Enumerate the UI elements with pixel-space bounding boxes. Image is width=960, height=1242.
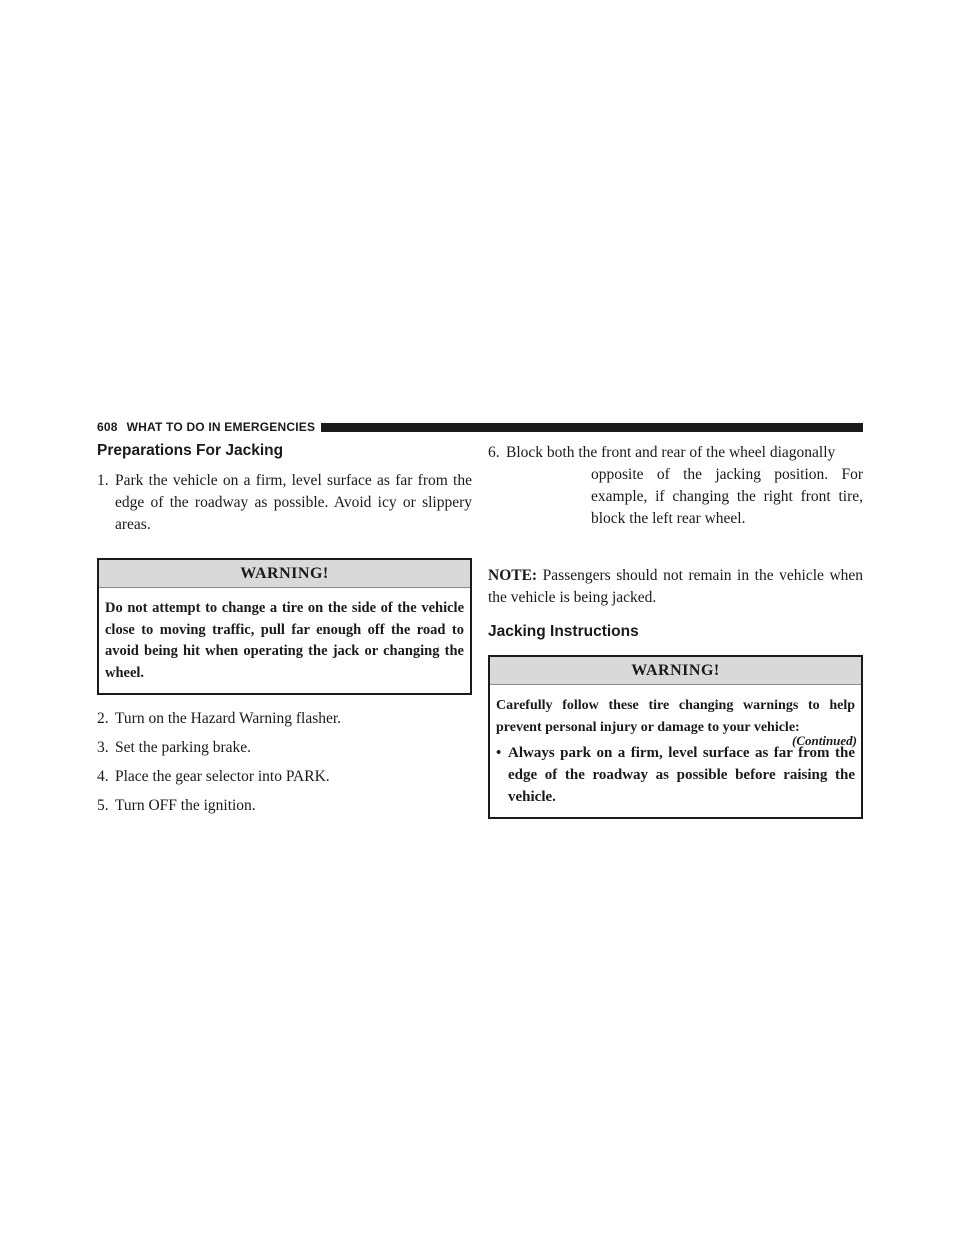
bullet-text: Always park on a firm, level surface as far from the edge of the roadway as possible before raising the vehicle. [508,745,855,805]
note-label: NOTE: [488,567,538,584]
warning-title: WARNING! [490,657,861,685]
step-number: 2. [97,710,109,727]
page-number: 608 [97,420,118,434]
step-1 [97,470,472,536]
step-text: Place the gear selector into PARK. [115,768,330,785]
heading-jacking-instructions: Jacking Instructions [488,623,639,640]
step-text: Turn OFF the ignition. [115,797,256,814]
heading-preparations: Preparations For Jacking [97,442,284,459]
step-number: 5. [97,797,109,814]
step-number: 4. [97,768,109,785]
warning-title: WARNING! [99,560,470,588]
step-4 [97,766,472,788]
step-5 [97,795,472,817]
step-text-line1: Block both the front and rear of the wheel diagonally [506,444,836,461]
step-number: 3. [97,739,109,756]
left-column [97,442,472,824]
page-header [97,420,863,434]
section-title: WHAT TO DO IN EMERGENCIES [126,420,316,434]
step-text-rest: opposite of the jacking position. For example, if changing the right front tire, block the left rear wheel. [591,466,863,527]
warning-text: Do not attempt to change a tire on the side of the vehicle close to moving traffic, pull far enough off the road to avoid being hit when operating the jack or changing the wheel. [105,600,464,681]
step-3 [97,737,472,759]
step-text: Park the vehicle on a firm, level surface as far from the edge of the roadway as possible. Avoid icy or slippery areas. [115,472,472,533]
step-2 [97,708,472,730]
warning-bullet [496,742,855,808]
bullet-icon: • [496,745,502,761]
warning-text: Carefully follow these tire changing warnings to help prevent personal injury or damage to your vehicle: [496,698,855,735]
step-6 [488,442,863,530]
note-paragraph [488,565,863,609]
header-rule [321,423,863,432]
continued-label: (Continued) [791,733,857,748]
right-column [488,442,863,819]
step-text: Set the parking brake. [115,739,252,756]
note-text: Passengers should not remain in the vehicle when the vehicle is being jacked. [488,567,864,606]
step-number: 6. [488,444,500,461]
step-text: Turn on the Hazard Warning flasher. [115,710,342,727]
warning-box-left [97,558,472,695]
step-number: 1. [97,472,109,489]
warning-body [490,685,861,817]
